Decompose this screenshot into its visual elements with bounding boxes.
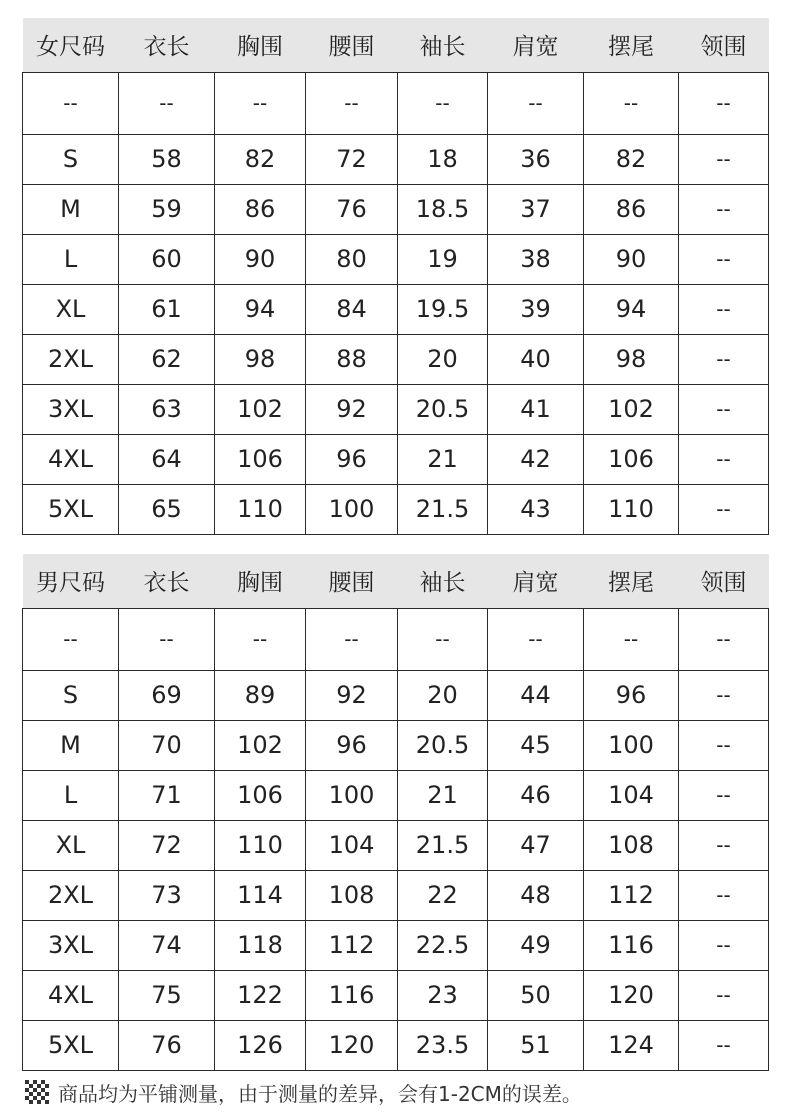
measurement-cell: -- xyxy=(679,234,769,284)
measurement-cell: 80 xyxy=(306,234,398,284)
size-label-cell: M xyxy=(23,184,119,234)
header-sleeve: 袖长 xyxy=(419,34,466,61)
measurement-cell: 70 xyxy=(119,720,215,770)
table-row xyxy=(23,184,769,234)
table-row xyxy=(23,434,769,484)
size-label-cell: S xyxy=(23,670,119,720)
measurement-cell: 102 xyxy=(584,384,679,434)
measurement-cell: 94 xyxy=(584,284,679,334)
measurement-cell: 65 xyxy=(119,484,215,534)
measurement-cell: 82 xyxy=(584,134,679,184)
women-table-header-row xyxy=(23,18,769,72)
size-label-cell: -- xyxy=(23,608,119,670)
measurement-cell: 110 xyxy=(215,820,306,870)
measurement-cell: 108 xyxy=(306,870,398,920)
table-row xyxy=(23,484,769,534)
header-waist: 腰围 xyxy=(328,34,375,61)
header-sleeve: 袖长 xyxy=(419,570,466,597)
measurement-cell: 86 xyxy=(584,184,679,234)
measurement-cell: 22 xyxy=(398,870,488,920)
measurement-cell: 19.5 xyxy=(398,284,488,334)
measurement-cell: 102 xyxy=(215,720,306,770)
measurement-cell: -- xyxy=(679,720,769,770)
measurement-cell: -- xyxy=(679,484,769,534)
measurement-cell: 98 xyxy=(215,334,306,384)
table-row xyxy=(23,284,769,334)
measurement-cell: 45 xyxy=(488,720,584,770)
measurement-cell: 110 xyxy=(215,484,306,534)
measurement-cell: 21.5 xyxy=(398,820,488,870)
measurement-cell: -- xyxy=(488,608,584,670)
header-shoulder: 肩宽 xyxy=(512,570,559,597)
measurement-cell: -- xyxy=(679,184,769,234)
measurement-cell: 116 xyxy=(306,970,398,1020)
measurement-cell: -- xyxy=(679,820,769,870)
size-label-cell: L xyxy=(23,770,119,820)
measurement-cell: -- xyxy=(679,870,769,920)
measurement-cell: 102 xyxy=(215,384,306,434)
measurement-cell: 21 xyxy=(398,434,488,484)
header-hem: 摆尾 xyxy=(608,570,654,597)
measurement-cell: -- xyxy=(679,434,769,484)
footnote-text: 商品均为平铺测量，由于测量的差异，会有1-2CM的误差。 xyxy=(58,1081,582,1106)
measurement-cell: 58 xyxy=(119,134,215,184)
measurement-cell: 21 xyxy=(398,770,488,820)
measurement-cell: 104 xyxy=(584,770,679,820)
measurement-cell: 21.5 xyxy=(398,484,488,534)
measurement-cell: 90 xyxy=(584,234,679,284)
table-row xyxy=(23,770,769,820)
measurement-cell: 114 xyxy=(215,870,306,920)
size-label-cell: -- xyxy=(23,72,119,134)
table-row xyxy=(23,334,769,384)
measurement-cell: 100 xyxy=(306,770,398,820)
measurement-cell: 61 xyxy=(119,284,215,334)
measurement-cell: 38 xyxy=(488,234,584,284)
measurement-cell: 86 xyxy=(215,184,306,234)
measurement-cell: 76 xyxy=(119,1020,215,1070)
measurement-cell: -- xyxy=(679,970,769,1020)
header-length: 衣长 xyxy=(143,570,190,597)
measurement-cell: 18.5 xyxy=(398,184,488,234)
measurement-cell: -- xyxy=(679,920,769,970)
measurement-cell: -- xyxy=(398,608,488,670)
measurement-cell: -- xyxy=(119,72,215,134)
size-label-cell: S xyxy=(23,134,119,184)
measurement-cell: -- xyxy=(215,72,306,134)
measurement-cell: 23 xyxy=(398,970,488,1020)
size-label-cell: 3XL xyxy=(23,384,119,434)
measurement-cell: 71 xyxy=(119,770,215,820)
measurement-cell: 59 xyxy=(119,184,215,234)
measurement-cell: 51 xyxy=(488,1020,584,1070)
table-row xyxy=(23,920,769,970)
measurement-cell: 108 xyxy=(584,820,679,870)
measurement-cell: -- xyxy=(679,284,769,334)
table-row xyxy=(23,72,769,134)
table-row xyxy=(23,820,769,870)
measurement-cell: 19 xyxy=(398,234,488,284)
measurement-cell: -- xyxy=(679,770,769,820)
measurement-cell: 76 xyxy=(306,184,398,234)
pattern-icon xyxy=(24,1079,50,1105)
measurement-cell: 84 xyxy=(306,284,398,334)
table-row xyxy=(23,1020,769,1070)
measurement-cell: -- xyxy=(119,608,215,670)
women-size-table xyxy=(22,18,769,535)
measurement-cell: 20 xyxy=(398,670,488,720)
measurement-cell: -- xyxy=(679,670,769,720)
measurement-cell: 106 xyxy=(215,770,306,820)
measurement-cell: -- xyxy=(679,608,769,670)
measurement-cell: 120 xyxy=(306,1020,398,1070)
measurement-cell: 40 xyxy=(488,334,584,384)
size-label-cell: 5XL xyxy=(23,484,119,534)
measurement-cell: -- xyxy=(679,334,769,384)
header-size: 男尺码 xyxy=(36,570,105,597)
size-label-cell: L xyxy=(23,234,119,284)
measurement-cell: 42 xyxy=(488,434,584,484)
header-hem: 摆尾 xyxy=(608,34,654,61)
measurement-cell: 62 xyxy=(119,334,215,384)
measurement-cell: 106 xyxy=(215,434,306,484)
measurement-cell: 47 xyxy=(488,820,584,870)
measurement-cell: 46 xyxy=(488,770,584,820)
size-label-cell: 3XL xyxy=(23,920,119,970)
table-row xyxy=(23,870,769,920)
header-chest: 胸围 xyxy=(237,570,283,597)
measurement-cell: 72 xyxy=(119,820,215,870)
measurement-cell: -- xyxy=(679,384,769,434)
measurement-cell: 98 xyxy=(584,334,679,384)
measurement-cell: 96 xyxy=(584,670,679,720)
measurement-cell: 60 xyxy=(119,234,215,284)
size-label-cell: 5XL xyxy=(23,1020,119,1070)
table-row xyxy=(23,608,769,670)
measurement-cell: 49 xyxy=(488,920,584,970)
measurement-cell: 104 xyxy=(306,820,398,870)
measurement-cell: 20.5 xyxy=(398,720,488,770)
header-collar: 领围 xyxy=(700,34,747,61)
measurement-cell: -- xyxy=(679,72,769,134)
measurement-cell: 74 xyxy=(119,920,215,970)
men-size-table xyxy=(22,554,769,1071)
header-collar: 领围 xyxy=(700,570,747,597)
measurement-cell: 64 xyxy=(119,434,215,484)
table-row xyxy=(23,384,769,434)
table-row xyxy=(23,134,769,184)
size-label-cell: XL xyxy=(23,820,119,870)
measurement-cell: 96 xyxy=(306,720,398,770)
header-waist: 腰围 xyxy=(328,570,375,597)
measurement-cell: -- xyxy=(398,72,488,134)
measurement-cell: 106 xyxy=(584,434,679,484)
measurement-cell: 50 xyxy=(488,970,584,1020)
measurement-cell: 75 xyxy=(119,970,215,1020)
measurement-cell: 72 xyxy=(306,134,398,184)
measurement-cell: -- xyxy=(488,72,584,134)
measurement-cell: 63 xyxy=(119,384,215,434)
measurement-cell: 122 xyxy=(215,970,306,1020)
measurement-cell: 20.5 xyxy=(398,384,488,434)
measurement-cell: 23.5 xyxy=(398,1020,488,1070)
header-length: 衣长 xyxy=(143,34,190,61)
measurement-cell: 36 xyxy=(488,134,584,184)
measurement-cell: 112 xyxy=(584,870,679,920)
measurement-cell: -- xyxy=(215,608,306,670)
measurement-cell: 92 xyxy=(306,670,398,720)
measurement-cell: 48 xyxy=(488,870,584,920)
measurement-cell: 116 xyxy=(584,920,679,970)
size-label-cell: 2XL xyxy=(23,334,119,384)
measurement-cell: -- xyxy=(584,608,679,670)
measurement-cell: 69 xyxy=(119,670,215,720)
size-label-cell: M xyxy=(23,720,119,770)
measurement-cell: 120 xyxy=(584,970,679,1020)
table-row xyxy=(23,670,769,720)
measurement-cell: 94 xyxy=(215,284,306,334)
size-label-cell: XL xyxy=(23,284,119,334)
size-label-cell: 4XL xyxy=(23,434,119,484)
measurement-cell: 112 xyxy=(306,920,398,970)
measurement-cell: 82 xyxy=(215,134,306,184)
measurement-cell: 44 xyxy=(488,670,584,720)
measurement-cell: 18 xyxy=(398,134,488,184)
table-row xyxy=(23,234,769,284)
measurement-cell: 124 xyxy=(584,1020,679,1070)
header-chest: 胸围 xyxy=(237,34,283,61)
measurement-cell: 126 xyxy=(215,1020,306,1070)
measurement-footnote xyxy=(24,1075,582,1109)
measurement-cell: 100 xyxy=(306,484,398,534)
measurement-cell: -- xyxy=(679,1020,769,1070)
table-row xyxy=(23,720,769,770)
table-row xyxy=(23,970,769,1020)
measurement-cell: 22.5 xyxy=(398,920,488,970)
measurement-cell: 89 xyxy=(215,670,306,720)
measurement-cell: -- xyxy=(679,134,769,184)
measurement-cell: -- xyxy=(306,72,398,134)
measurement-cell: 100 xyxy=(584,720,679,770)
measurement-cell: 20 xyxy=(398,334,488,384)
men-table-header-row xyxy=(23,554,769,608)
measurement-cell: -- xyxy=(584,72,679,134)
measurement-cell: 37 xyxy=(488,184,584,234)
measurement-cell: 118 xyxy=(215,920,306,970)
measurement-cell: -- xyxy=(306,608,398,670)
header-size: 女尺码 xyxy=(36,34,105,61)
measurement-cell: 41 xyxy=(488,384,584,434)
measurement-cell: 110 xyxy=(584,484,679,534)
size-label-cell: 4XL xyxy=(23,970,119,1020)
measurement-cell: 43 xyxy=(488,484,584,534)
header-shoulder: 肩宽 xyxy=(512,34,559,61)
measurement-cell: 88 xyxy=(306,334,398,384)
measurement-cell: 92 xyxy=(306,384,398,434)
measurement-cell: 73 xyxy=(119,870,215,920)
size-label-cell: 2XL xyxy=(23,870,119,920)
measurement-cell: 96 xyxy=(306,434,398,484)
measurement-cell: 90 xyxy=(215,234,306,284)
measurement-cell: 39 xyxy=(488,284,584,334)
